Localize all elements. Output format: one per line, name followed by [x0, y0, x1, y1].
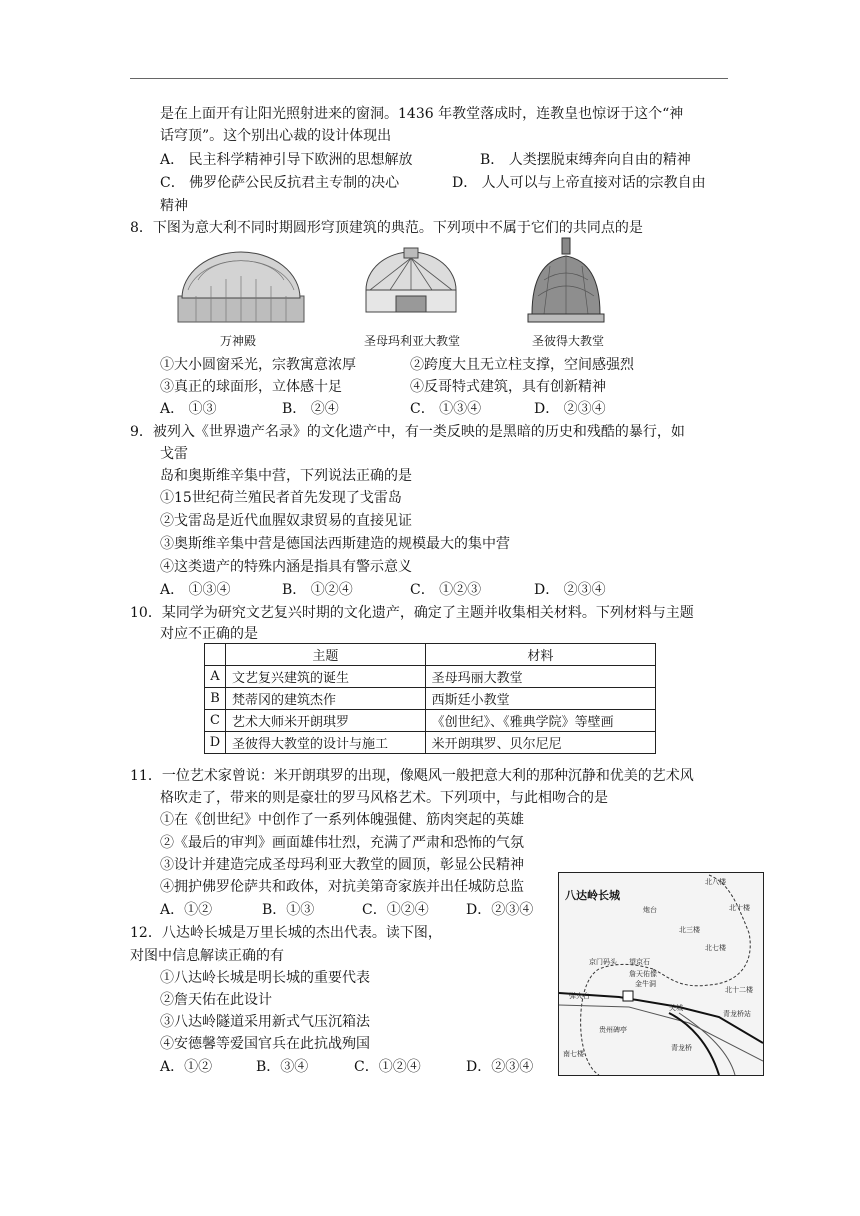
map-label-bei-10: 北十楼 — [729, 904, 750, 912]
table-header-material: 材料 — [425, 644, 655, 666]
q8-option-d[interactable]: D． ②③④ — [534, 401, 606, 417]
q8-option-b[interactable]: B． ②④ — [282, 401, 339, 417]
row-topic: 文艺复兴建筑的诞生 — [226, 666, 426, 688]
table-row[interactable] — [205, 732, 656, 754]
q12-statement-1: ①八达岭长城是明长城的重要代表 — [160, 970, 370, 986]
pantheon-caption: 万神殿 — [220, 334, 257, 348]
q8-statement-4: ④反哥特式建筑，具有创新精神 — [410, 379, 606, 395]
q10-table — [204, 643, 656, 754]
q7-option-c[interactable]: C． 佛罗伦萨公民反抗君主专制的决心 — [160, 175, 400, 191]
map-label-guancheng: 关城 — [669, 1004, 683, 1012]
santa-maria-illustration — [356, 244, 466, 324]
st-peter-illustration — [524, 236, 608, 324]
q9-option-a[interactable]: A． ①③④ — [160, 582, 231, 598]
q11-statement-2: ②《最后的审判》画面雄伟壮烈，充满了严肃和恐怖的气氛 — [160, 835, 524, 851]
q8-statement-1: ①大小圆窗采光，宗教寓意浓厚 — [160, 357, 356, 373]
q12-option-c[interactable]: C．①②④ — [354, 1059, 421, 1075]
q8-stem: 8．下图为意大利不同时期圆形穹顶建筑的典范。下列项中不属于它们的共同点的是 — [130, 220, 643, 236]
q9-statement-4: ④这类遗产的特殊内涵是指具有警示意义 — [160, 559, 412, 575]
q7-text-line-2: 话穹顶”。这个别出心裁的设计体现出 — [160, 128, 392, 144]
q12-statement-2: ②詹天佑在此设计 — [160, 992, 272, 1008]
q9-statement-1: ①15世纪荷兰殖民者首先发现了戈雷岛 — [160, 490, 402, 506]
q9-statement-3: ③奥斯维辛集中营是德国法西斯建造的规模最大的集中营 — [160, 536, 510, 552]
q9-option-b[interactable]: B． ①②④ — [282, 582, 353, 598]
q7-option-d[interactable]: D． 人人可以与上帝直接对话的宗教自由 — [452, 175, 706, 191]
q9-statement-2: ②戈雷岛是近代血腥奴隶贸易的直接见证 — [160, 513, 412, 529]
q12-statement-3: ③八达岭隧道采用新式气压沉箱法 — [160, 1014, 370, 1030]
q12-option-b[interactable]: B．③④ — [256, 1059, 309, 1075]
q11-statement-3: ③设计并建造完成圣母玛利亚大教堂的圆顶，彰显公民精神 — [160, 857, 524, 873]
q12-stem: 12．八达岭长城是万里长城的杰出代表。读下图， — [130, 925, 442, 941]
q7-text-line-1: 是在上面开有让阳光照射进来的窗洞。1436 年教堂落成时，连教皇也惊讶于这个“神 — [160, 106, 684, 122]
map-label-bei-3: 北三楼 — [679, 926, 700, 934]
row-material: 米开朗琪罗、贝尔尼尼 — [425, 732, 655, 754]
pantheon-illustration — [176, 246, 306, 324]
row-material: 《创世纪》、《雅典学院》等壁画 — [425, 710, 655, 732]
q11-stem-line-2: 格吹走了，带来的则是豪壮的罗马风格艺术。下列项中，与此相吻合的是 — [160, 790, 608, 806]
row-topic: 艺术大师米开朗琪罗 — [226, 710, 426, 732]
table-header-topic: 主题 — [226, 644, 426, 666]
q12-statement-4: ④安德馨等爱国官兵在此抗战殉国 — [160, 1036, 370, 1052]
map-label-jinniudong: 金牛洞 — [635, 980, 656, 988]
map-title: 八达岭长城 — [565, 889, 620, 902]
map-label-guizhou-beiting: 贵州碑亭 — [599, 1026, 627, 1034]
q10-stem-line-2: 对应不正确的是 — [160, 626, 258, 642]
q12-option-d[interactable]: D．②③④ — [466, 1059, 534, 1075]
q9-option-d[interactable]: D． ②③④ — [534, 582, 606, 598]
table-row[interactable] — [205, 710, 656, 732]
row-key: B — [205, 688, 226, 710]
row-key: A — [205, 666, 226, 688]
table-row[interactable] — [205, 688, 656, 710]
row-key: D — [205, 732, 226, 754]
row-material: 圣母玛丽大教堂 — [425, 666, 655, 688]
q9-stem-line-2: 戈雷 — [160, 446, 188, 462]
map-label-qinglongqiao-station: 青龙桥站 — [723, 1010, 751, 1018]
q9-stem: 9．被列入《世界遗产名录》的文化遗产中，有一类反映的是黑暗的历史和残酷的暴行，如 — [130, 424, 685, 440]
q11-option-d[interactable]: D．②③④ — [466, 902, 534, 918]
q10-stem: 10．某同学为研究文艺复兴时期的文化遗产，确定了主题并收集相关材料。下列材料与主题 — [130, 605, 694, 621]
q11-option-b[interactable]: B．①③ — [262, 902, 315, 918]
q12-stem-line-2: 对图中信息解读正确的有 — [130, 948, 284, 964]
map-label-bei-7: 北七楼 — [705, 944, 726, 952]
row-topic: 梵蒂冈的建筑杰作 — [226, 688, 426, 710]
q8-statement-3: ③真正的球面形，立体感十足 — [160, 379, 342, 395]
header-rule — [130, 78, 728, 79]
q11-statement-1: ①在《创世纪》中创作了一系列体魄强健、筋肉突起的英雄 — [160, 812, 524, 828]
map-label-bei-8: 北八楼 — [705, 878, 726, 886]
q11-statement-4: ④拥护佛罗伦萨共和政体，对抗美第奇家族并出任城防总监 — [160, 879, 524, 895]
q8-statement-2: ②跨度大且无立柱支撑，空间感强烈 — [410, 357, 634, 373]
table-row[interactable] — [205, 666, 656, 688]
map-label-wangjingshi: 望京石 — [629, 958, 650, 966]
map-label-paotai: 炮台 — [643, 906, 657, 914]
q11-option-a[interactable]: A．①② — [160, 902, 213, 918]
map-label-nan-7: 南七楼 — [563, 1050, 584, 1058]
q7-option-d-cont: 精神 — [160, 198, 188, 214]
map-label-zhantianyou: 詹天佑像 — [629, 970, 657, 978]
map-label-bei-12: 北十二楼 — [725, 986, 753, 994]
st-peter-caption: 圣彼得大教堂 — [532, 334, 605, 348]
q7-option-a[interactable]: A． 民主科学精神引导下欧洲的思想解放 — [160, 152, 413, 168]
map-label-qinglongqiao: 青龙桥 — [671, 1044, 692, 1052]
table-header-row — [205, 644, 656, 666]
santa-maria-caption: 圣母玛利亚大教堂 — [364, 334, 461, 348]
row-topic: 圣彼得大教堂的设计与施工 — [226, 732, 426, 754]
badaling-map — [558, 872, 764, 1076]
row-key: C — [205, 710, 226, 732]
q9-stem-line-3: 岛和奥斯维辛集中营，下列说法正确的是 — [160, 468, 412, 484]
q8-option-a[interactable]: A． ①③ — [160, 401, 217, 417]
row-material: 西斯廷小教堂 — [425, 688, 655, 710]
q7-option-b[interactable]: B． 人类摆脱束缚奔向自由的精神 — [480, 152, 691, 168]
q12-option-a[interactable]: A．①② — [160, 1059, 213, 1075]
q11-stem: 11．一位艺术家曾说：米开朗琪罗的出现，像飓风一般把意大利的那种沉静和优美的艺术风 — [130, 768, 694, 784]
q9-option-c[interactable]: C． ①②③ — [410, 582, 482, 598]
q11-option-c[interactable]: C．①②④ — [362, 902, 429, 918]
map-label-jingmen: 京门码头 — [589, 958, 617, 966]
q8-option-c[interactable]: C． ①③④ — [410, 401, 482, 417]
map-label-danhuotai: 弹火台 — [569, 992, 590, 1000]
